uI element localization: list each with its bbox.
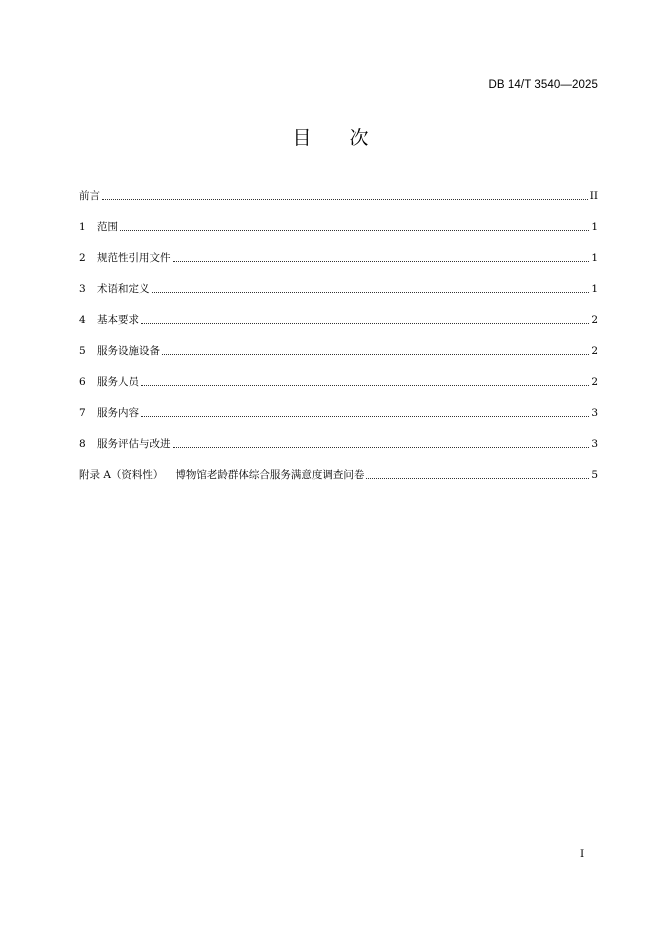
toc-entry-page: 3 <box>591 438 598 450</box>
page-title: 目 次 <box>292 126 370 149</box>
toc-entry-number: 5 <box>79 345 86 357</box>
toc-leader-dots <box>152 292 590 293</box>
toc-entry-foreword[interactable] <box>79 172 598 203</box>
toc-entry-page: 1 <box>591 221 598 233</box>
toc-leader-dots <box>173 447 590 448</box>
toc-entry-page: 1 <box>591 252 598 264</box>
toc-entry-5[interactable] <box>79 327 598 358</box>
toc-entry-number: 3 <box>79 283 86 295</box>
toc-leader-dots <box>162 354 589 355</box>
toc-leader-dots <box>366 478 589 479</box>
toc-entry-label: 服务人员 <box>97 376 139 388</box>
toc-entry-label: 规范性引用文件 <box>97 252 171 264</box>
toc-entry-number: 1 <box>79 221 86 233</box>
toc-entry-label: 服务设施设备 <box>97 345 160 357</box>
toc-entry-page: 2 <box>591 345 598 357</box>
toc-entry-number: 2 <box>79 252 86 264</box>
toc-entry-page: II <box>589 190 598 202</box>
document-code: DB 14/T 3540—2025 <box>488 79 598 91</box>
toc-leader-dots <box>141 416 589 417</box>
toc-entry-number: 8 <box>79 438 86 450</box>
toc-entry-7[interactable] <box>79 389 598 420</box>
toc-entry-8[interactable] <box>79 420 598 451</box>
toc-entry-label: 服务评估与改进 <box>97 438 171 450</box>
toc-entry-6[interactable] <box>79 358 598 389</box>
page-number: I <box>580 848 585 860</box>
toc-entry-label: 附录 A（资料性） <box>79 469 164 481</box>
toc-leader-dots <box>120 230 589 231</box>
toc-entry-label: 范围 <box>97 221 118 233</box>
toc-entry-label: 前言 <box>79 190 100 202</box>
toc-entry-number: 6 <box>79 376 86 388</box>
toc-entry-label: 术语和定义 <box>97 283 150 295</box>
toc-entry-2[interactable] <box>79 234 598 265</box>
toc-entry-page: 3 <box>591 407 598 419</box>
toc-entry-page: 5 <box>591 469 598 481</box>
toc-entry-appendix-a[interactable] <box>79 451 598 482</box>
toc-entry-page: 1 <box>591 283 598 295</box>
toc-entry-number: 4 <box>79 314 86 326</box>
toc-leader-dots <box>141 385 589 386</box>
toc-leader-dots <box>102 199 588 200</box>
toc-entry-label: 基本要求 <box>97 314 139 326</box>
toc-entry-page: 2 <box>591 314 598 326</box>
toc-entry-number: 7 <box>79 407 86 419</box>
table-of-contents <box>79 172 598 482</box>
toc-entry-subtitle: 博物馆老龄群体综合服务满意度调查问卷 <box>175 469 365 481</box>
toc-entry-3[interactable] <box>79 265 598 296</box>
toc-leader-dots <box>173 261 590 262</box>
toc-entry-1[interactable] <box>79 203 598 234</box>
toc-leader-dots <box>141 323 589 324</box>
toc-entry-page: 2 <box>591 376 598 388</box>
toc-entry-4[interactable] <box>79 296 598 327</box>
toc-entry-label: 服务内容 <box>97 407 139 419</box>
